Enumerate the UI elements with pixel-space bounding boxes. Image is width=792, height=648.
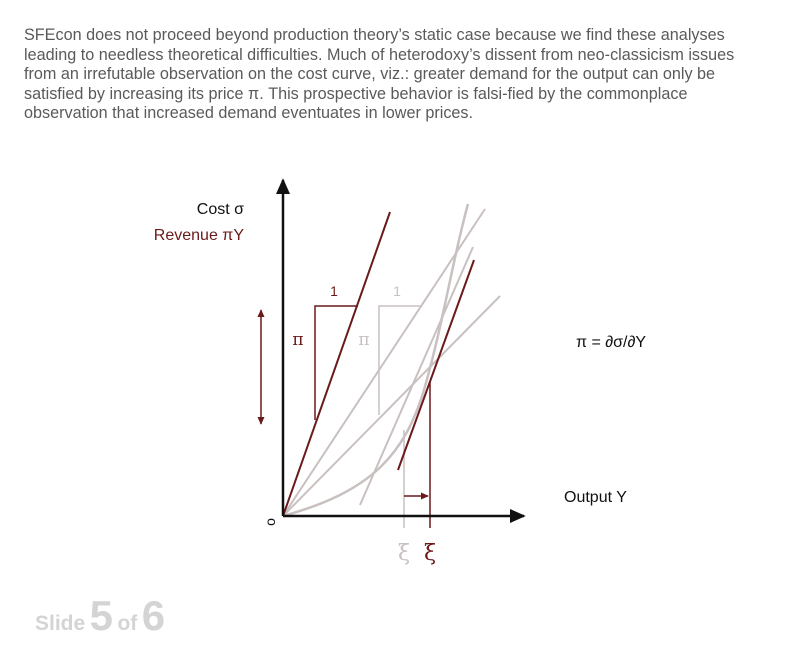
current-slide-number: 5	[89, 592, 113, 639]
y-axis-label-cost: Cost σ	[196, 201, 244, 218]
light-slope-label: π	[358, 330, 370, 350]
total-slides-number: 6	[141, 592, 166, 639]
intro-paragraph: SFEcon does not proceed beyond production theory’s static case because we find these analyses leading to needless theoretical difficulties. Much of heterodoxy’s dissent from neo-classicism issues from an irrefutable observation on the cost curve, viz.: greater demand for the output can only be satisfied by increasing its price π. This prospective behavior is falsi-fied by the commonplace observation that increased demand eventuates in lower prices.	[24, 26, 735, 123]
light-tangent-line	[360, 247, 473, 505]
tangent-line	[398, 260, 474, 470]
dark-run-label: 1	[330, 283, 338, 299]
x-axis-label: Output Y	[564, 489, 627, 506]
slide-word: Slide	[35, 612, 86, 635]
derivative-equation: π = ∂σ/∂Y	[576, 334, 647, 351]
y-axis-label-revenue: Revenue πY	[153, 227, 244, 244]
of-word: of	[117, 612, 138, 635]
revenue-ray	[283, 212, 390, 516]
xi-light-label: ξ	[397, 541, 411, 566]
slide-indicator	[35, 592, 165, 640]
light-run-label: 1	[393, 283, 401, 299]
xi-dark-label: ξ	[423, 541, 437, 566]
origin-label: o	[262, 518, 278, 526]
dark-slope-label: π	[292, 330, 304, 350]
